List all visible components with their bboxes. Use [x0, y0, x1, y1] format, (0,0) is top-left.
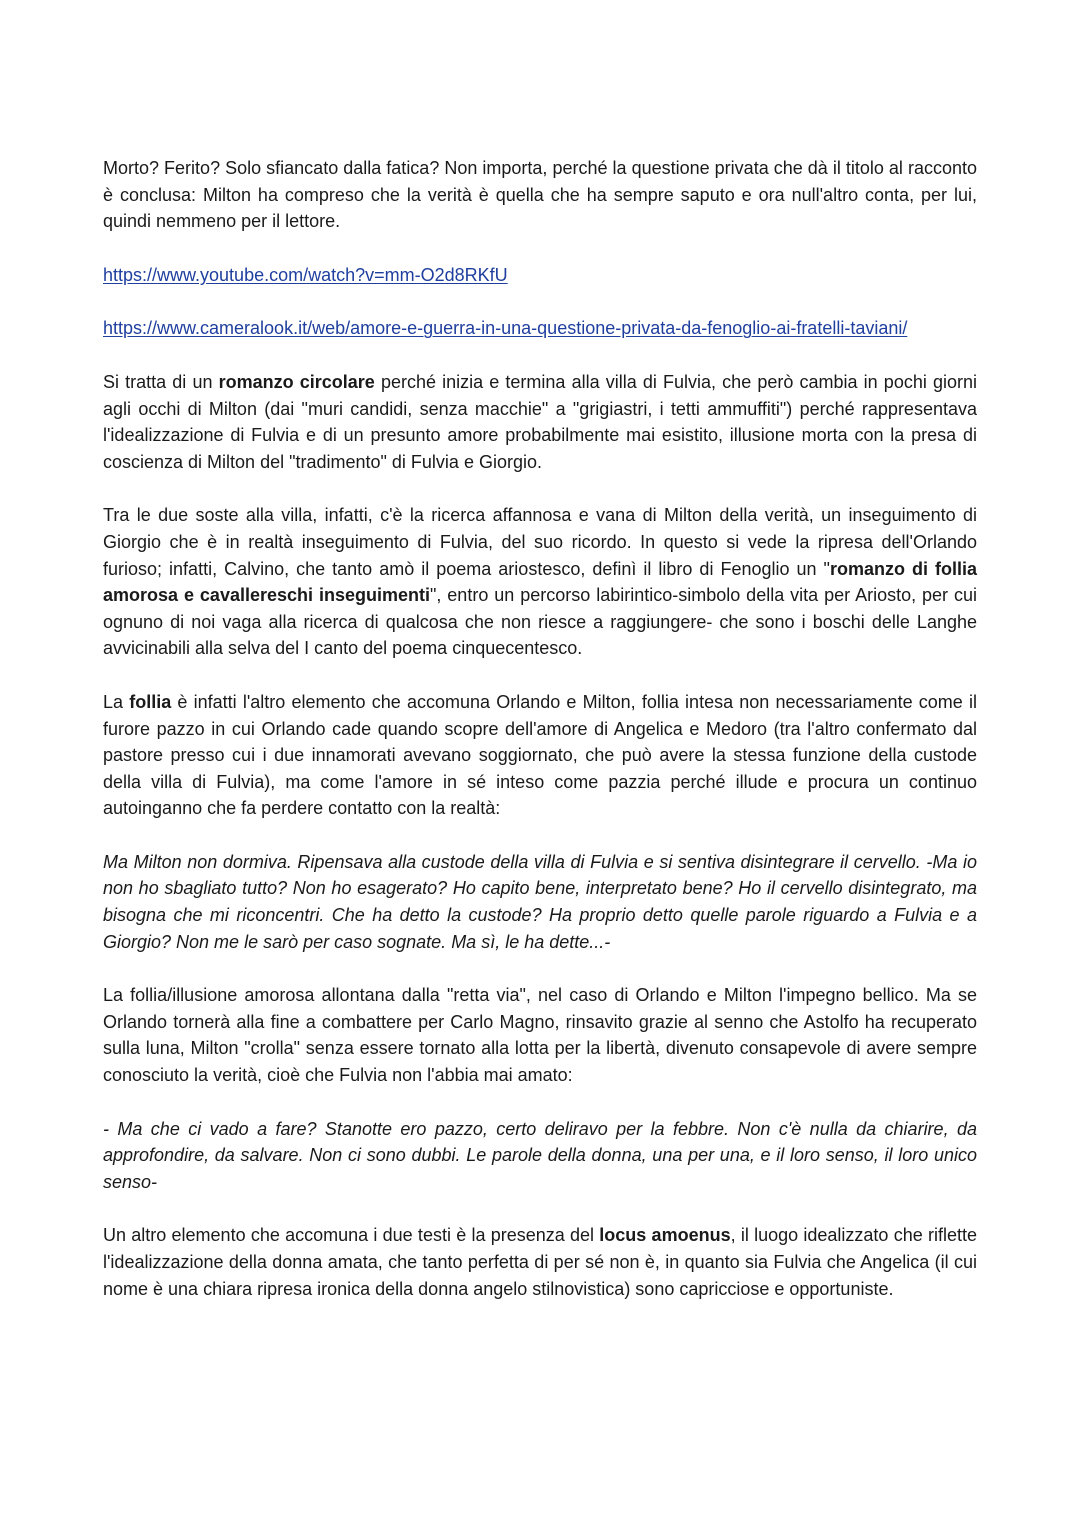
paragraph-follia [103, 689, 977, 822]
quote-milton-pazzo: - Ma che ci vado a fare? Stanotte ero pazzo, certo deliravo per la febbre. Non c'è nulla da chiarire, da approfondire, da salvare. Non ci sono dubbi. Le parole della donna, una per una, e il loro senso, il loro unico senso- [103, 1118, 977, 1192]
text-segment: perché inizia e termina alla villa di Fulvia, che però cambia in pochi giorni agli occhi di Milton (dai "muri candidi, senza macchie" a "grigiastri, i tetti ammuffiti") perché rappresentava l'idealizzazione di Fulvia e di un presunto amore probabilmente mai esistito, illusione morta con la presa di coscienza di Milton del "tradimento" di Fulvia e Giorgio. [103, 371, 978, 472]
link-paragraph-cameralook [103, 315, 977, 342]
quote-milton-custode: Ma Milton non dormiva. Ripensava alla custode della villa di Fulvia e si sentiva disintegrare il cervello. -Ma io non ho sbagliato tutto? Non ho esagerato? Ho capito bene, interpretato bene? Ho il cervello disintegrato, ma bisogna che mi riconcentri. Che ha detto la custode? Ha proprio detto quelle parole riguardo a Fulvia e a Giorgio? Non me le sarò per caso sognate. Ma sì, le ha dette...- [103, 851, 977, 952]
text-segment: La [103, 691, 130, 712]
bold-term-romanzo-circolare: romanzo circolare [218, 371, 375, 392]
text-segment: , il luogo idealizzato che riflette l'idealizzazione della donna amata, che tanto perfetta di per sé non è, in quanto sia Fulvia che Angelica (il cui nome è una chiara ripresa ironica della donna angelo stilnovistica) sono capricciose e opportuniste. [103, 1225, 977, 1299]
bold-term-locus-amoenus: locus amoenus [599, 1225, 731, 1246]
text-segment: Tra le due soste alla villa, infatti, c'è la ricerca affannosa e vana di Milton della verità, un inseguimento di Giorgio che è in realtà inseguimento di Fulvia, del suo ricordo. In questo si vede la ripresa dell'Orlando furioso; infatti, Calvino, che tanto amò il poema ariostesco, definì il libro di Fenoglio un " [103, 505, 977, 579]
cameralook-link[interactable]: https://www.cameralook.it/web/amore-e-guerra-in-una-questione-privata-da-fenoglio-ai-fratelli-taviani/ [103, 318, 908, 339]
document-page [103, 155, 977, 1329]
text-segment: Si tratta di un [103, 371, 219, 392]
text-segment: ", entro un percorso labirintico-simbolo della vita per Ariosto, per cui ognuno di noi vaga alla ricerca di qualcosa che non riesce a raggiungere- che sono i boschi delle Langhe avvicinabili alla selva del I canto del poema cinquecentesco. [103, 585, 977, 659]
bold-term-follia: follia [129, 691, 172, 712]
paragraph-inseguimento [103, 502, 977, 662]
youtube-link[interactable]: https://www.youtube.com/watch?v=mm-O2d8RKfU [103, 264, 508, 285]
paragraph-retta-via: La follia/illusione amorosa allontana dalla "retta via", nel caso di Orlando e Milton l'impegno bellico. Ma se Orlando tornerà alla fine a combattere per Carlo Magno, rinsavito grazie al senno che Astolfo ha recuperato sulla luna, Milton "crolla" senza essere tornato alla lotta per la libertà, divenuto consapevole di avere sempre conosciuto la verità, cioè che Fulvia non l'abbia mai amato: [103, 985, 977, 1086]
paragraph-ending: Morto? Ferito? Solo sfiancato dalla fatica? Non importa, perché la questione privata che dà il titolo al racconto è conclusa: Milton ha compreso che la verità è quella che ha sempre saputo e ora null'altro conta, per lui, quindi nemmeno per il lettore. [103, 158, 977, 232]
paragraph-romanzo-circolare [103, 369, 977, 475]
paragraph-locus-amoenus [103, 1222, 977, 1302]
text-segment: Un altro elemento che accomuna i due testi è la presenza del [103, 1225, 600, 1246]
text-segment: è infatti l'altro elemento che accomuna Orlando e Milton, follia intesa non necessariamente come il furore pazzo in cui Orlando cade quando scopre dell'amore di Angelica e Medoro (tra l'altro confermato dal pastore presso cui i due innamorati avevano soggiornato, che può avere la stessa funzione della custode della villa di Fulvia), ma come l'amore in sé inteso come pazzia perché illude e procura un continuo autoinganno che fa perdere contatto con la realtà: [103, 691, 977, 819]
bold-term-follia-amorosa: romanzo di follia amorosa e cavallereschi inseguimenti [103, 558, 977, 606]
link-paragraph-youtube [103, 262, 977, 289]
